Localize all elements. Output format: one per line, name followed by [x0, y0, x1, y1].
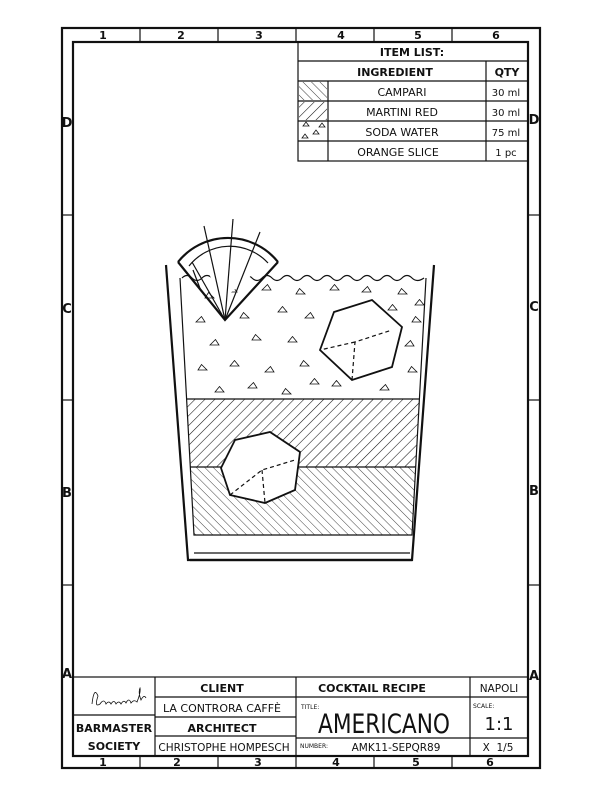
soda-bubble-triangle	[230, 361, 239, 367]
number-field-label: NUMBER:	[300, 743, 328, 750]
ingredient-header: INGREDIENT	[357, 66, 433, 79]
qty-soda-water: 75 ml	[491, 128, 521, 139]
soda-bubble-triangle	[408, 367, 417, 373]
sheet-border	[62, 28, 540, 768]
company-name-line1: BARMASTER	[75, 722, 153, 735]
soda-bubble-triangle	[210, 340, 219, 346]
soda-bubble-triangle	[405, 341, 414, 347]
column-label-bottom-2: 2	[173, 756, 181, 769]
scale-label: SCALE:	[473, 703, 495, 710]
soda-bubble-triangle	[362, 287, 371, 293]
column-label-bottom-5: 5	[412, 756, 420, 769]
qty-martini-red: 30 ml	[491, 108, 521, 119]
column-label-bottom-3: 3	[254, 756, 262, 769]
soda-bubble-triangle	[198, 365, 207, 371]
recipe-label: COCKTAIL RECIPE	[318, 682, 426, 695]
column-label-top-4: 4	[337, 29, 345, 42]
martini-red-swatch	[299, 102, 327, 120]
ice-cube-upper	[320, 300, 402, 380]
soda-bubble-triangle	[300, 361, 309, 367]
client-label: CLIENT	[200, 682, 244, 695]
column-label-bottom-1: 1	[99, 756, 107, 769]
row-label-left-d: D	[61, 116, 73, 131]
scale-value: 1:1	[484, 714, 514, 735]
row-label-right-b: B	[529, 484, 539, 499]
soda-bubble-triangle	[305, 313, 314, 319]
martini-red-layer	[170, 399, 440, 467]
orange-slice	[178, 219, 278, 320]
column-label-top-1: 1	[99, 29, 107, 42]
column-label-bottom-4: 4	[332, 756, 340, 769]
campari-layer	[170, 467, 440, 537]
row-label-right-c: C	[529, 300, 539, 315]
ingredient-orange-slice: ORANGE SLICE	[357, 146, 439, 159]
qty-orange-slice: 1 pc	[495, 148, 517, 159]
row-label-left-c: C	[62, 302, 72, 317]
soda-bubble-triangle	[380, 385, 389, 391]
soda-bubble-triangle	[415, 300, 424, 306]
title-field-label: TITLE:	[301, 704, 320, 711]
column-label-top-5: 5	[414, 29, 422, 42]
soda-bubble-triangle	[278, 307, 287, 313]
soda-bubble-triangle	[296, 289, 305, 295]
ingredient-martini-red: MARTINI RED	[366, 106, 438, 119]
soda-bubble-triangle	[412, 317, 421, 323]
soda-bubble-triangle	[282, 389, 291, 395]
column-label-top-2: 2	[177, 29, 185, 42]
soda-bubble-triangle	[265, 367, 274, 373]
column-label-top-6: 6	[492, 29, 500, 42]
city-value: NAPOLI	[479, 683, 519, 695]
recipe-title: AMERICANO	[318, 709, 450, 740]
soda-bubble-triangle	[252, 335, 261, 341]
item-list-table	[298, 42, 528, 161]
soda-bubble-triangle	[248, 383, 257, 389]
company-name-line2: SOCIETY	[87, 740, 141, 753]
soda-bubble-triangle	[332, 381, 341, 387]
soda-water-swatch	[302, 122, 325, 138]
row-label-left-b: B	[62, 486, 72, 501]
soda-bubble-triangle	[330, 285, 339, 291]
soda-bubble-triangle	[388, 305, 397, 311]
architect-value: CHRISTOPHE HOMPESCH	[158, 742, 290, 754]
qty-header: QTY	[494, 66, 520, 79]
signature	[92, 688, 146, 705]
sheet-number: X 1/5	[482, 742, 514, 754]
soda-bubble-triangle	[240, 313, 249, 319]
column-label-bottom-6: 6	[486, 756, 494, 769]
architect-label: ARCHITECT	[187, 722, 257, 735]
soda-bubble-triangle	[262, 285, 271, 291]
client-value: LA CONTRORA CAFFÈ	[162, 702, 282, 715]
qty-campari: 30 ml	[491, 88, 521, 99]
campari-swatch	[299, 82, 327, 100]
soda-bubble-triangle	[288, 337, 297, 343]
row-label-left-a: A	[61, 667, 73, 682]
americano-glass-drawing	[166, 219, 440, 560]
ingredient-campari: CAMPARI	[377, 86, 427, 99]
soda-bubble-triangle	[398, 289, 407, 295]
soda-bubble-triangle	[215, 387, 224, 393]
soda-bubble-triangle	[310, 379, 319, 385]
item-list-title: ITEM LIST:	[379, 46, 445, 59]
soda-bubble-triangle	[196, 317, 205, 323]
row-label-right-a: A	[528, 669, 540, 684]
recipe-number: AMK11-SEPQR89	[351, 742, 441, 754]
ingredient-soda-water: SODA WATER	[365, 126, 439, 139]
row-label-right-d: D	[528, 113, 540, 128]
column-label-top-3: 3	[255, 29, 263, 42]
